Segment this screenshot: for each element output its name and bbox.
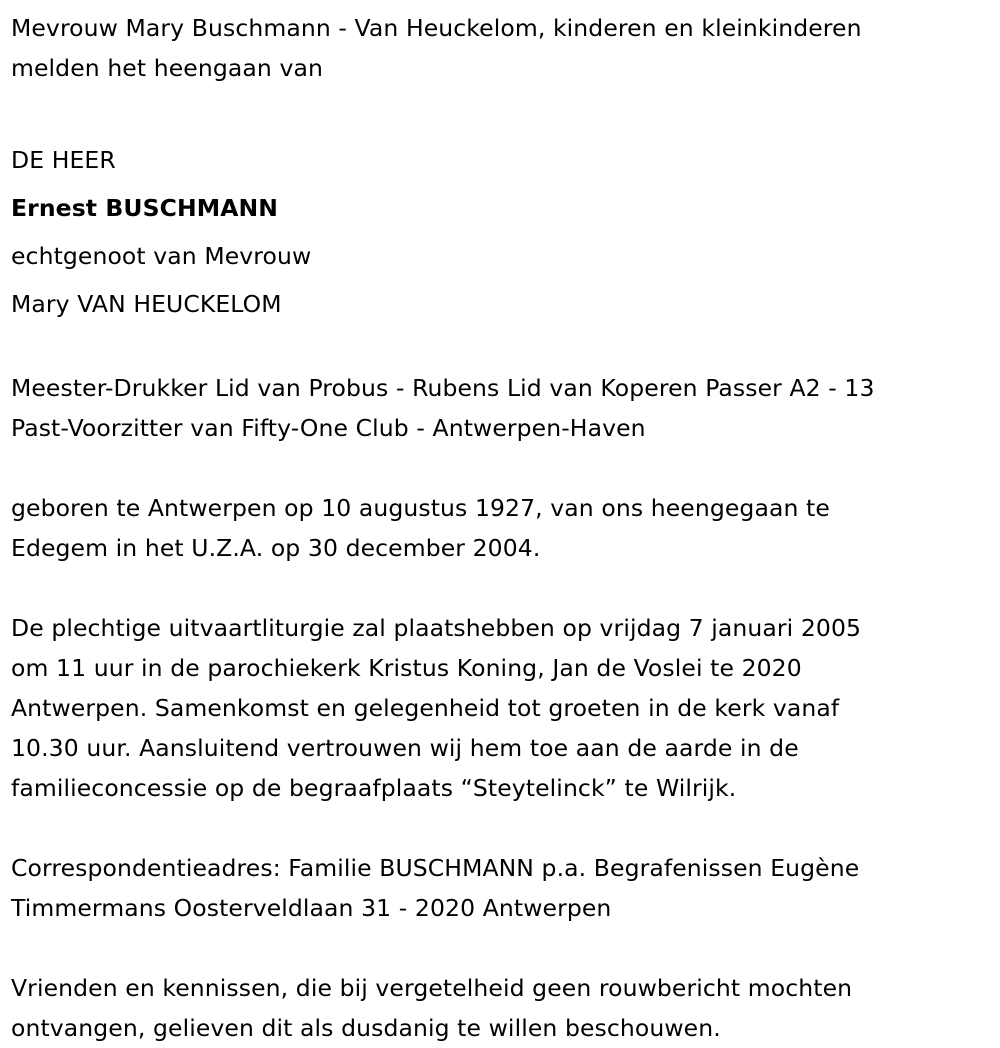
- spacer: [11, 96, 989, 136]
- roles-paragraph: [11, 368, 989, 448]
- closing-paragraph: [11, 968, 989, 1048]
- deceased-title: DE HEER: [11, 146, 116, 174]
- deceased-block: [11, 136, 989, 328]
- intro-line: Mevrouw Mary Buschmann - Van Heuckelom, kinderen en kleinkinderen: [11, 14, 862, 42]
- funeral-line: familieconcessie op de begraafplaats “Steytelinck” te Wilrijk.: [11, 774, 737, 802]
- correspondence-line: Timmermans Oosterveldlaan 31 - 2020 Antwerpen: [11, 894, 612, 922]
- intro-paragraph: [11, 8, 989, 88]
- closing-line: Vrienden en kennissen, die bij vergetelheid geen rouwbericht mochten: [11, 974, 853, 1002]
- correspondence-paragraph: [11, 848, 989, 928]
- funeral-line: Antwerpen. Samenkomst en gelegenheid tot groeten in de kerk vanaf: [11, 694, 840, 722]
- birth-death-paragraph: [11, 488, 989, 568]
- correspondence-line: Correspondentieadres: Familie BUSCHMANN p.a. Begrafenissen Eugène: [11, 854, 860, 882]
- closing-line: ontvangen, gelieven dit als dusdanig te willen beschouwen.: [11, 1014, 721, 1042]
- funeral-paragraph: [11, 608, 989, 808]
- spacer: [11, 88, 989, 96]
- birth-death-line: Edegem in het U.Z.A. op 30 december 2004.: [11, 534, 541, 562]
- funeral-line: 10.30 uur. Aansluitend vertrouwen wij hem toe aan de aarde in de: [11, 734, 799, 762]
- spouse-name: Mary VAN HEUCKELOM: [11, 290, 282, 318]
- deceased-name: Ernest BUSCHMANN: [11, 194, 279, 222]
- funeral-line: om 11 uur in de parochiekerk Kristus Koning, Jan de Voslei te 2020: [11, 654, 802, 682]
- funeral-line: De plechtige uitvaartliturgie zal plaatshebben op vrijdag 7 januari 2005: [11, 614, 862, 642]
- roles-line: Meester-Drukker Lid van Probus - Rubens Lid van Koperen Passer A2 - 13: [11, 374, 875, 402]
- spouse-line: echtgenoot van Mevrouw: [11, 242, 312, 270]
- roles-line: Past-Voorzitter van Fifty-One Club - Antwerpen-Haven: [11, 414, 646, 442]
- spacer: [11, 568, 989, 608]
- spacer: [11, 808, 989, 848]
- spacer: [11, 448, 989, 488]
- birth-death-line: geboren te Antwerpen op 10 augustus 1927, van ons heengegaan te: [11, 494, 830, 522]
- spacer: [11, 328, 989, 368]
- intro-line: melden het heengaan van: [11, 54, 323, 82]
- spacer: [11, 928, 989, 968]
